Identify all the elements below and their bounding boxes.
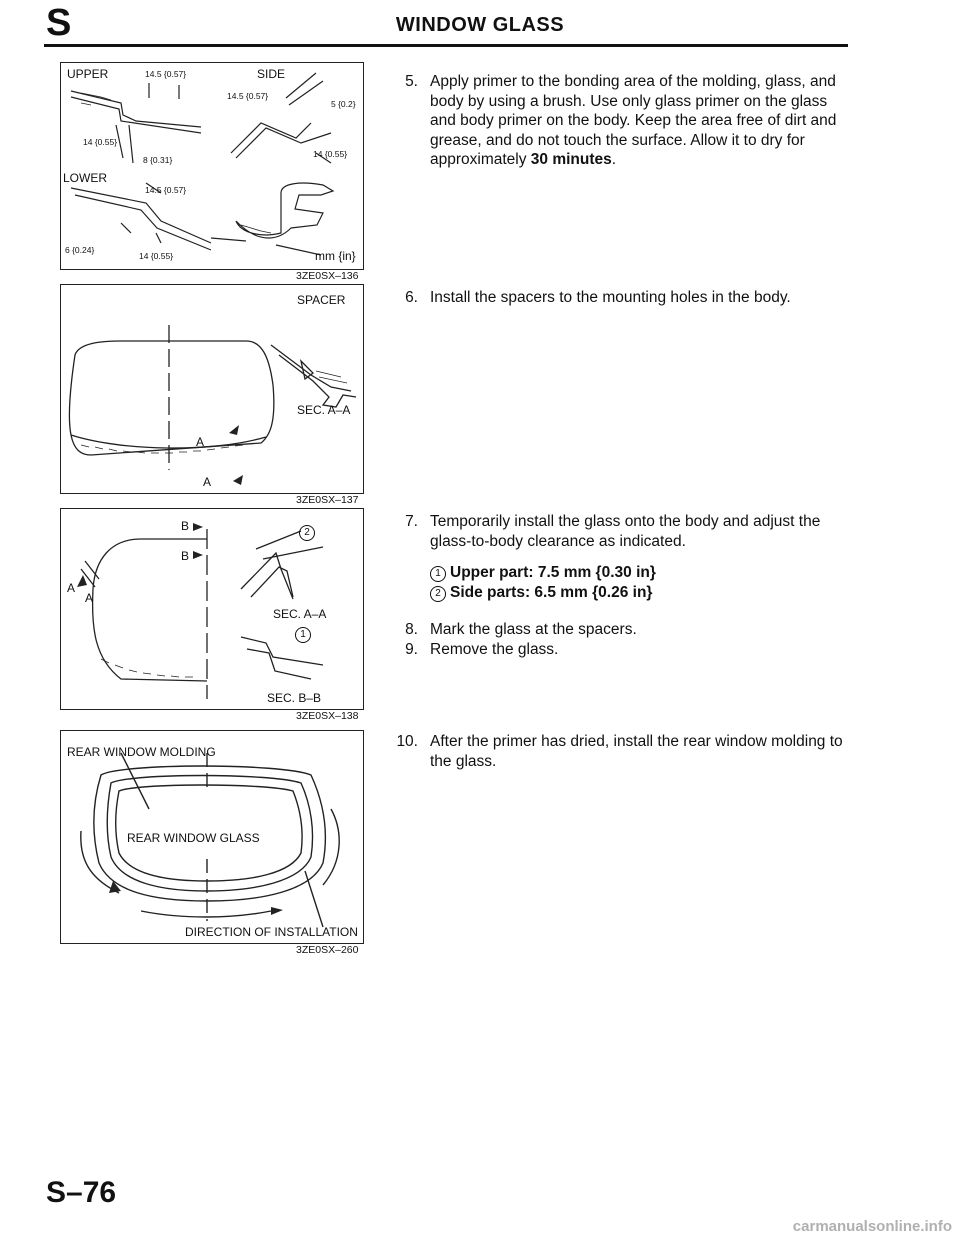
label-a: A (203, 475, 212, 489)
dimension: 14.5 {0.57} (227, 91, 269, 101)
figure-clearance (60, 508, 364, 710)
step-text: Apply primer to the bonding area of the molding, glass, and body by using a brush. Use only glass primer on the glass and body primer on the body. Keep the area free of dirt and grease, and do not touch the surface. Allow it to dry for approximately 30 minutes. (430, 73, 837, 168)
step-number: 7. (405, 513, 418, 530)
header-rule (44, 44, 848, 47)
label-b: B (181, 519, 190, 533)
label-rear-glass: REAR WINDOW GLASS (127, 831, 260, 845)
spec-upper-part: 1 Upper part: 7.5 mm {0.30 in} (430, 564, 656, 582)
step-text: After the primer has dried, install the rear window molding to the glass. (430, 733, 843, 770)
page-title: WINDOW GLASS (395, 14, 565, 36)
label-section-a: SEC. A–A (297, 403, 351, 417)
figure-rear-molding (60, 730, 364, 944)
molding-section-drawing (61, 63, 363, 269)
step-text: Install the spacers to the mounting holes in the body. (430, 289, 791, 306)
dimension: 14 {0.55} (83, 137, 118, 147)
figure-code: 3ZE0SX–136 (296, 270, 359, 282)
label-side: SIDE (257, 67, 286, 81)
watermark: carmanualsonline.info (792, 1218, 952, 1235)
label-section-b: SEC. B–B (267, 691, 322, 705)
marker-1: 1 (295, 627, 311, 643)
label-upper: UPPER (67, 67, 109, 81)
spec-side-parts: 2 Side parts: 6.5 mm {0.26 in} (430, 584, 652, 602)
label-direction: DIRECTION OF INSTALLATION (185, 925, 358, 939)
step-text: Mark the glass at the spacers. (430, 621, 637, 638)
label-b: B (181, 549, 190, 563)
dimension: 8 {0.31} (143, 155, 173, 165)
figure-code: 3ZE0SX–138 (296, 710, 359, 722)
figure-code: 3ZE0SX–260 (296, 944, 359, 956)
marker-2: 2 (299, 525, 315, 541)
label-section-a: SEC. A–A (273, 607, 327, 621)
step-number: 5. (405, 73, 418, 90)
label-a: A (85, 591, 94, 605)
step-number: 9. (405, 641, 418, 658)
step-text: Temporarily install the glass onto the body and adjust the glass-to-body clearance as indicated. (430, 513, 821, 550)
dimension: 14 {0.55} (313, 149, 348, 159)
marker-2: 2 (430, 586, 446, 602)
dimension: 6 {0.24} (65, 245, 95, 255)
figure-code: 3ZE0SX–137 (296, 494, 359, 506)
dimension: 5 {0.2} (331, 99, 356, 109)
label-a: A (196, 435, 205, 449)
step-number: 8. (405, 621, 418, 638)
step-text: Remove the glass. (430, 641, 559, 658)
dimension: 14.5 {0.57} (145, 69, 187, 79)
dimension: 14 {0.55} (139, 251, 174, 261)
label-spacer: SPACER (297, 293, 346, 307)
label-units: mm {in} (315, 249, 356, 263)
spacer-drawing (61, 285, 363, 493)
figure-spacer-position (60, 284, 364, 494)
label-lower: LOWER (63, 171, 108, 185)
marker-1: 1 (430, 566, 446, 582)
figure-molding-dimensions (60, 62, 364, 270)
section-letter: S (46, 2, 72, 44)
step-number: 10. (396, 733, 418, 750)
step-number: 6. (405, 289, 418, 306)
page-number: S–76 (46, 1176, 117, 1209)
dimension: 14.5 {0.57} (145, 185, 187, 195)
label-rear-molding: REAR WINDOW MOLDING (67, 745, 216, 759)
label-a: A (67, 581, 76, 595)
